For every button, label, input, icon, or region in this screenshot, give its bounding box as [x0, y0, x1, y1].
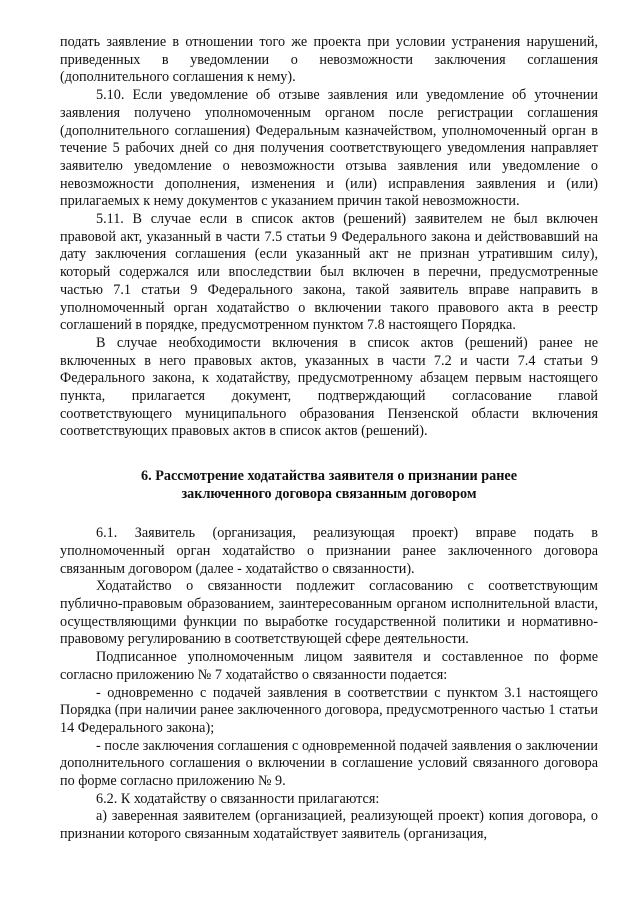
section-heading-6	[60, 467, 598, 503]
section-heading-line-1: 6. Рассмотрение ходатайства заявителя о признании ранее	[141, 468, 517, 485]
list-item-after-agreement: - после заключения соглашения с одновременной подачей заявления о заключении дополнительного соглашения о включении в соглашение условий связанного договора по форме согласно приложению № 9.	[60, 737, 598, 790]
list-item-simultaneous: - одновременно с подачей заявления в соответствии с пунктом 3.1 настоящего Порядка (при наличии ранее заключенного договора, предусмотренного частью 1 статьи 14 Федерального закона);	[60, 684, 598, 736]
paragraph-continuation: подать заявление в отношении того же проекта при условии устранения нарушений, приведенных в уведомлении о невозможности заключения соглашения (дополнительного соглашения к нему).	[60, 34, 598, 86]
paragraph-5-11-second: В случае необходимости включения в список актов (решений) ранее не включенных в него правовых актов, указанных в части 7.2 и части 7.4 статьи 9 Федерального закона, к ходатайству, предусмотренному абзацем первым настоящего пункта, прилагается документ, подтверждающий согласование главой соответствующего муниципального образования Пензенской области включения соответствующих правовых актов в список актов (решений).	[60, 334, 598, 440]
paragraph-5-11: 5.11. В случае если в список актов (решений) заявителем не был включен правовой акт, указанный в части 7.5 статьи 9 Федерального закона и действовавший на дату заключения соглашения (если указанный акт не признан утратившим силу), который содержался или впоследствии был включен в перечни, предусмотренные частью 7.1 статьи 9 Федерального закона, такой заявитель вправе направить в уполномоченный орган ходатайство о включении такого правового акта в реестр соглашений в порядке, предусмотренном пунктом 7.8 настоящего Порядка.	[60, 211, 598, 334]
section-heading-line-2: заключенного договора связанным договором	[181, 486, 477, 503]
list-item-a: а) заверенная заявителем (организацией, реализующей проект) копия договора, о признании которого связанным ходатайствует заявитель (организация,	[60, 808, 598, 843]
paragraph-submission: Подписанное уполномоченным лицом заявителя и составленное по форме согласно приложению № 7 ходатайство о связанности подается:	[60, 649, 598, 683]
paragraph-6-2: 6.2. К ходатайству о связанности прилагаются:	[96, 790, 380, 807]
paragraph-agreement: Ходатайство о связанности подлежит согласованию с соответствующим публично-правовым образованием, заинтересованным органом исполнительной власти, осуществляющими функции по выработке государственной политики и нормативно-правовому регулированию в соответствующей сфере деятельности.	[60, 578, 598, 648]
paragraph-5-10: 5.10. Если уведомление об отзыве заявления или уведомление об уточнении заявления получено уполномоченным органом после регистрации соглашения (дополнительного соглашения) Федеральным казначейством, уполномоченный орган в течение 5 рабочих дней со дня получения соответствующего уведомления направляет заявителю уведомление о невозможности отзыва заявления или уведомление о невозможности дополнения, изменения и (или) исправления заявления и (или) прилагаемых к нему документов с указанием причин такой невозможности.	[60, 87, 598, 210]
paragraph-6-1: 6.1. Заявитель (организация, реализующая проект) вправе подать в уполномоченный орган ходатайство о признании ранее заключенного договора связанным договором (далее - ходатайство о связанности).	[60, 525, 598, 577]
